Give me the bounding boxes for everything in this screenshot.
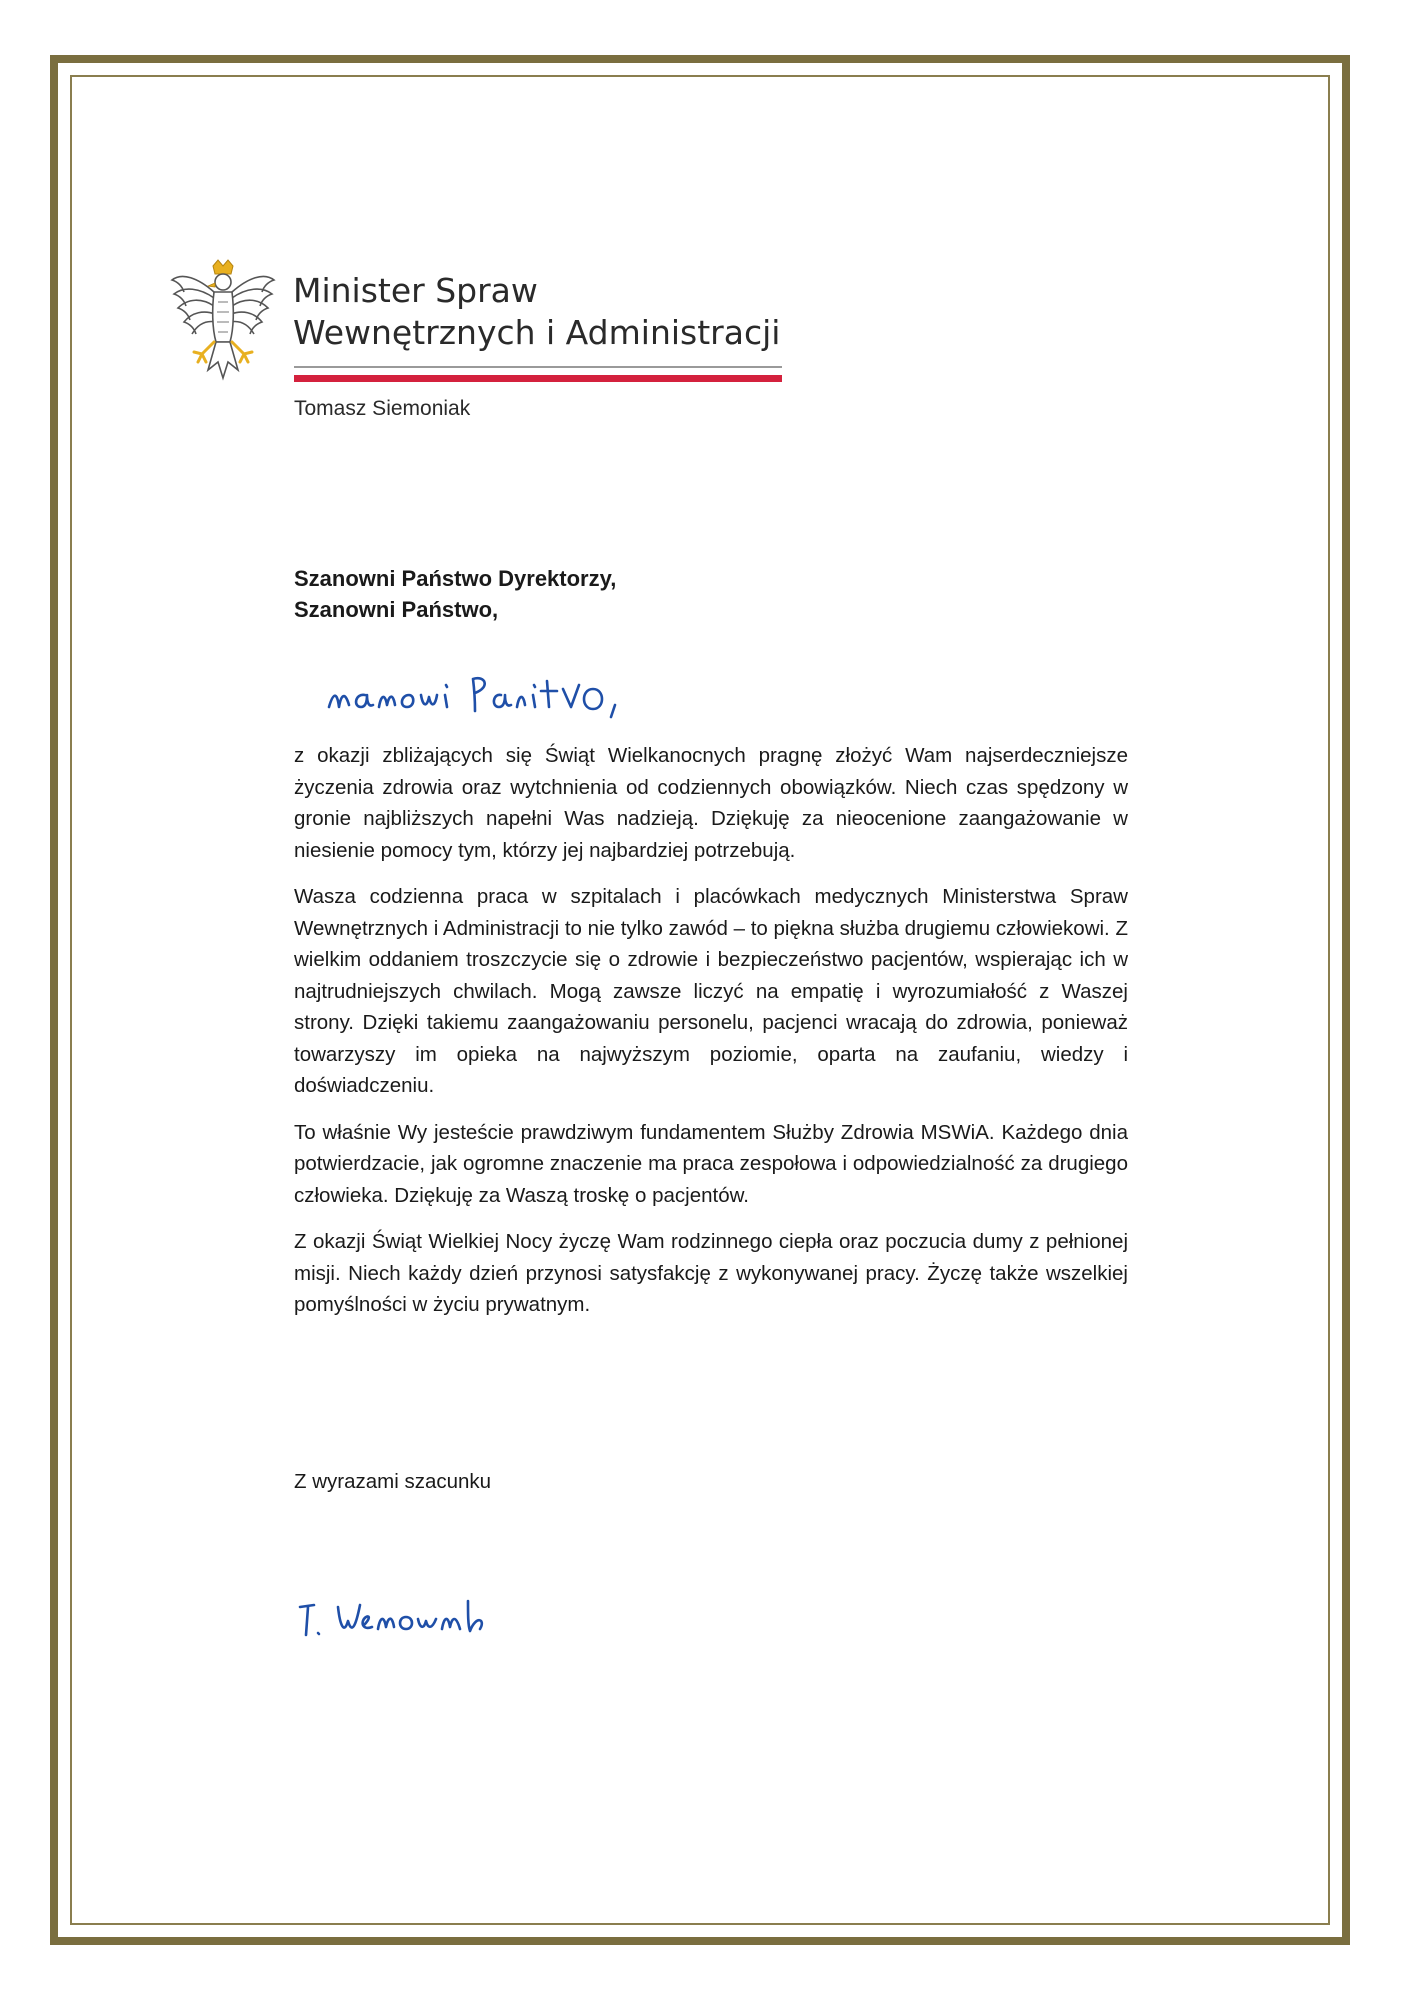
greeting-line2: Szanowni Państwo, (294, 597, 499, 622)
white-eagle-emblem-icon (168, 258, 278, 386)
handwritten-salutation (325, 665, 645, 725)
handwritten-signature (290, 1585, 530, 1655)
greeting (294, 563, 616, 625)
minister-name: Tomasz Siemoniak (294, 397, 471, 420)
ministry-title-line2: Wewnętrznych i Administracji (293, 313, 781, 352)
closing-phrase: Z wyrazami szacunku (294, 1470, 492, 1493)
ministry-title (293, 270, 780, 354)
header-divider-red (294, 375, 782, 382)
greeting-line1: Szanowni Państwo Dyrektorzy, (294, 566, 617, 591)
header-divider-gray (294, 366, 782, 368)
body-paragraph-3: To właśnie Wy jesteście prawdziwym fundamentem Służby Zdrowia MSWiA. Każdego dnia potwierdzacie, jak ogromne znaczenie ma praca zespołowa i odpowiedzialność za drugiego człowieka. Dziękuję za Waszą troskę o pacjentów. (294, 1120, 1128, 1207)
body-paragraph-4: Z okazji Świąt Wielkiej Nocy życzę Wam rodzinnego ciepła oraz poczucia dumy z pełnionej misji. Niech każdy dzień przynosi satysfakcję z wykonywanej pracy. Życzę także wszelkiej pomyślności w życiu prywatnym. (294, 1230, 1128, 1316)
body-paragraph-2: Wasza codzienna praca w szpitalach i placówkach medycznych Ministerstwa Spraw Wewnętrznych i Administracji to nie tylko zawód – to piękna służba drugiemu człowiekowi. Z wielkim oddaniem troszczycie się o zdrowie i bezpieczeństwo pacjentów, wspierając ich w najtrudniejszych chwilach. Mogą zawsze liczyć na empatię i wyrozumiałość z Waszej strony. Dzięki takiemu zaangażowaniu personelu, pacjenci wracają do zdrowia, ponieważ towarzyszy im opieka na najwyższym poziomie, oparta na zaufaniu, wiedzy i doświadczeniu. (294, 885, 1128, 1097)
letter-body (294, 740, 1128, 1336)
body-paragraph-1: z okazji zbliżających się Świąt Wielkanocnych pragnę złożyć Wam najserdeczniejsze życzenia zdrowia oraz wytchnienia od codziennych obowiązków. Niech czas spędzony w gronie najbliższych napełni Was nadzieją. Dziękuję za nieocenione zaangażowanie w niesienie pomocy tym, którzy jej najbardziej potrzebują. (294, 744, 1128, 862)
ministry-title-line1: Minister Spraw (293, 271, 538, 310)
